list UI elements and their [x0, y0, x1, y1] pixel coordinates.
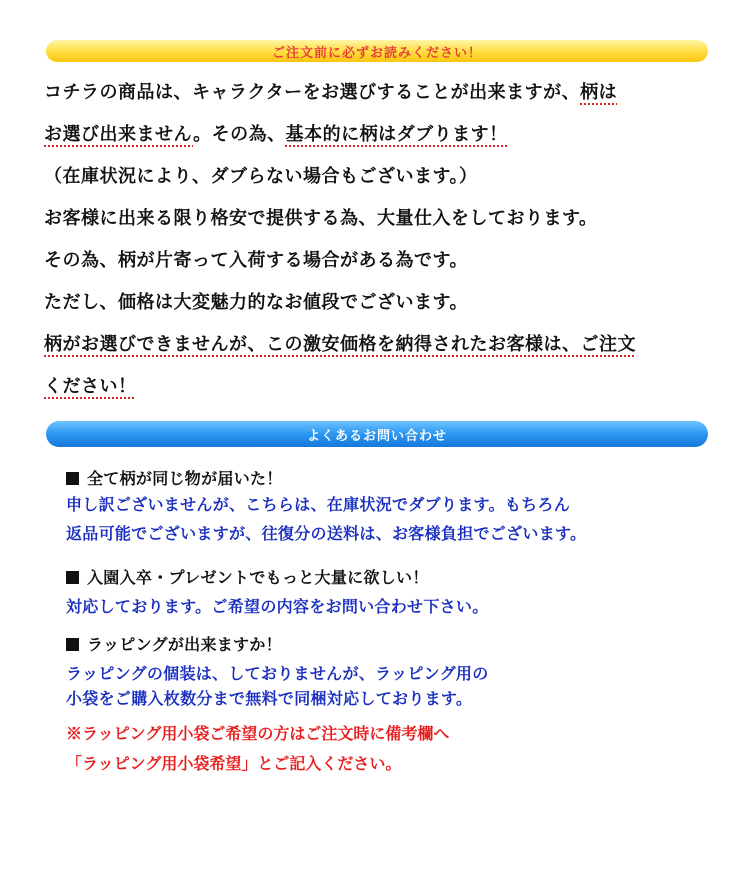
- notice-underlined-text: 基本的に柄はダブります！: [285, 124, 508, 145]
- notice-underlined-text: お選び出来ません: [44, 124, 194, 145]
- notice-line-4: [44, 204, 598, 230]
- notice-text: その為、柄が片寄って入荷する場合がある為です。: [44, 250, 469, 271]
- faq-answer-3-line-1: ラッピングの個装は、しておりませんが、ラッピング用の: [66, 664, 489, 683]
- faq-question-text: 全て柄が同じ物が届いた！: [87, 469, 283, 488]
- faq-answer-2-line-1: 対応しております。ご希望の内容をお問い合わせ下さい。: [66, 597, 489, 616]
- notice-text: （在庫状況により、ダブらない場合もございます。）: [44, 166, 478, 187]
- faq-banner: [46, 421, 708, 447]
- notice-text: ただし、価格は大変魅力的なお値段でございます。: [44, 292, 469, 313]
- notice-underlined-text: ください！: [44, 376, 137, 397]
- notice-underlined-text: 柄は: [580, 82, 618, 103]
- notice-text: 。その為、: [193, 124, 286, 145]
- notice-underlined-text: 柄がお選びできませんが、この激安価格を納得されたお客様は、ご注文: [44, 334, 636, 355]
- notice-line-1: [44, 78, 617, 104]
- notice-line-2: [44, 120, 508, 146]
- square-bullet-icon: [66, 472, 79, 485]
- faq-answer-3-line-2: 小袋をご購入枚数分まで無料で同梱対応しております。: [66, 689, 473, 708]
- faq-question-3: [66, 632, 282, 655]
- notice-text: コチラの商品は、キャラクターをお選びすることが出来ますが、: [44, 82, 581, 103]
- notice-banner: [46, 40, 708, 62]
- faq-question-text: 入園入卒・プレゼントでもっと大量に欲しい！: [87, 568, 429, 587]
- notice-line-3: [44, 162, 478, 188]
- notice-line-8: [44, 372, 137, 398]
- notice-text: お客様に出来る限り格安で提供する為、大量仕入をしております。: [44, 208, 598, 229]
- faq-question-text: ラッピングが出来ますか！: [87, 635, 282, 654]
- faq-banner-title: よくあるお問い合わせ: [306, 428, 447, 444]
- notice-line-7: [44, 330, 636, 356]
- notice-line-5: [44, 246, 468, 272]
- faq-question-2: [66, 565, 429, 588]
- faq-answer-1-line-2: 返品可能でございますが、往復分の送料は、お客様負担でございます。: [66, 524, 587, 543]
- square-bullet-icon: [66, 571, 79, 584]
- faq-answer-1-line-1: 申し訳ございませんが、こちらは、在庫状況でダブります。もちろん: [66, 495, 571, 514]
- notice-banner-title: ご注文前に必ずお読みください！: [271, 45, 482, 61]
- faq-remark-line-2: 「ラッピング用小袋希望」とご記入ください。: [66, 754, 402, 773]
- square-bullet-icon: [66, 638, 79, 651]
- faq-remark-line-1: ※ラッピング用小袋ご希望の方はご注文時に備考欄へ: [66, 724, 450, 743]
- notice-line-6: [44, 288, 468, 314]
- faq-question-1: [66, 466, 283, 489]
